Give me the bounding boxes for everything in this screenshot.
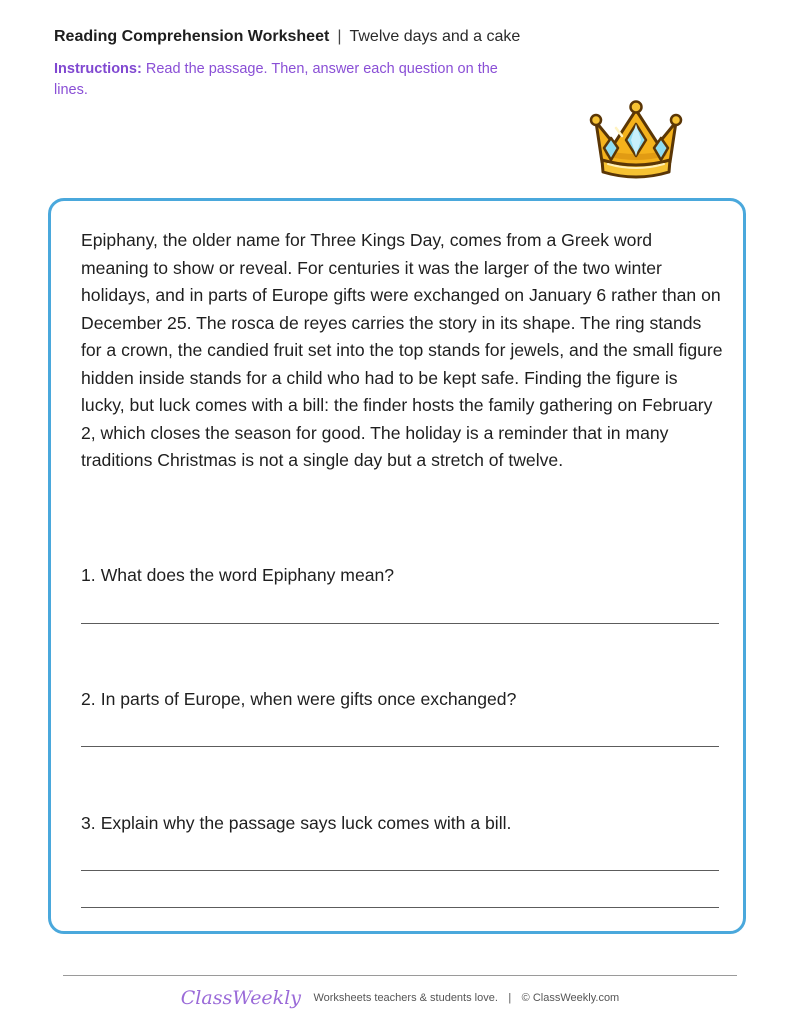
footer-separator: | [508, 992, 512, 1004]
instructions [54, 59, 514, 101]
worksheet-title: Reading Comprehension Worksheet [54, 28, 330, 45]
question-number: 2. [81, 689, 96, 709]
question-2 [81, 688, 516, 710]
question-3 [81, 812, 511, 834]
answer-line-2[interactable] [81, 746, 719, 747]
footer-divider [63, 975, 737, 976]
header-separator: | [337, 28, 342, 45]
footer-copyright: © ClassWeekly.com [521, 992, 620, 1004]
footer-tagline: Worksheets teachers & students love. [313, 992, 498, 1004]
instructions-text: Read the passage. Then, answer each question on the lines. [54, 61, 498, 98]
passage-card [48, 198, 746, 934]
question-text: Explain why the passage says luck comes with a bill. [100, 813, 512, 833]
reading-passage: Epiphany, the older name for Three Kings Day, comes from a Greek word meaning to show or reveal. For centuries it was the larger of the two winter holidays, and in parts of Europe gifts were exchanged on January 6 rather than on December 25. The rosca de reyes carries the story in its shape. The ring stands for a crown, the candied fruit set into the top stands for jewels, and the small figure hidden inside stands for a child who had to be kept safe. Finding the figure is lucky, but luck comes with a bill: the finder hosts the family gathering on February 2, which closes the season for good. The holiday is a reminder that in many traditions Christmas is not a single day but a stretch of twelve. [81, 230, 723, 470]
instructions-label: Instructions: [54, 61, 142, 77]
crown-icon [586, 98, 686, 180]
answer-line-1[interactable] [81, 623, 719, 624]
brand-logo: ClassWeekly [180, 987, 301, 1009]
question-text: What does the word Epiphany mean? [100, 565, 395, 585]
worksheet-header [54, 27, 520, 47]
answer-line-3b[interactable] [81, 907, 719, 908]
question-text: In parts of Europe, when were gifts once exchanged? [100, 689, 517, 709]
answer-line-3a[interactable] [81, 870, 719, 871]
question-1 [81, 564, 394, 586]
worksheet-subtitle: Twelve days and a cake [349, 28, 521, 45]
question-number: 1. [81, 565, 96, 585]
footer [0, 987, 800, 1009]
question-number: 3. [81, 813, 96, 833]
